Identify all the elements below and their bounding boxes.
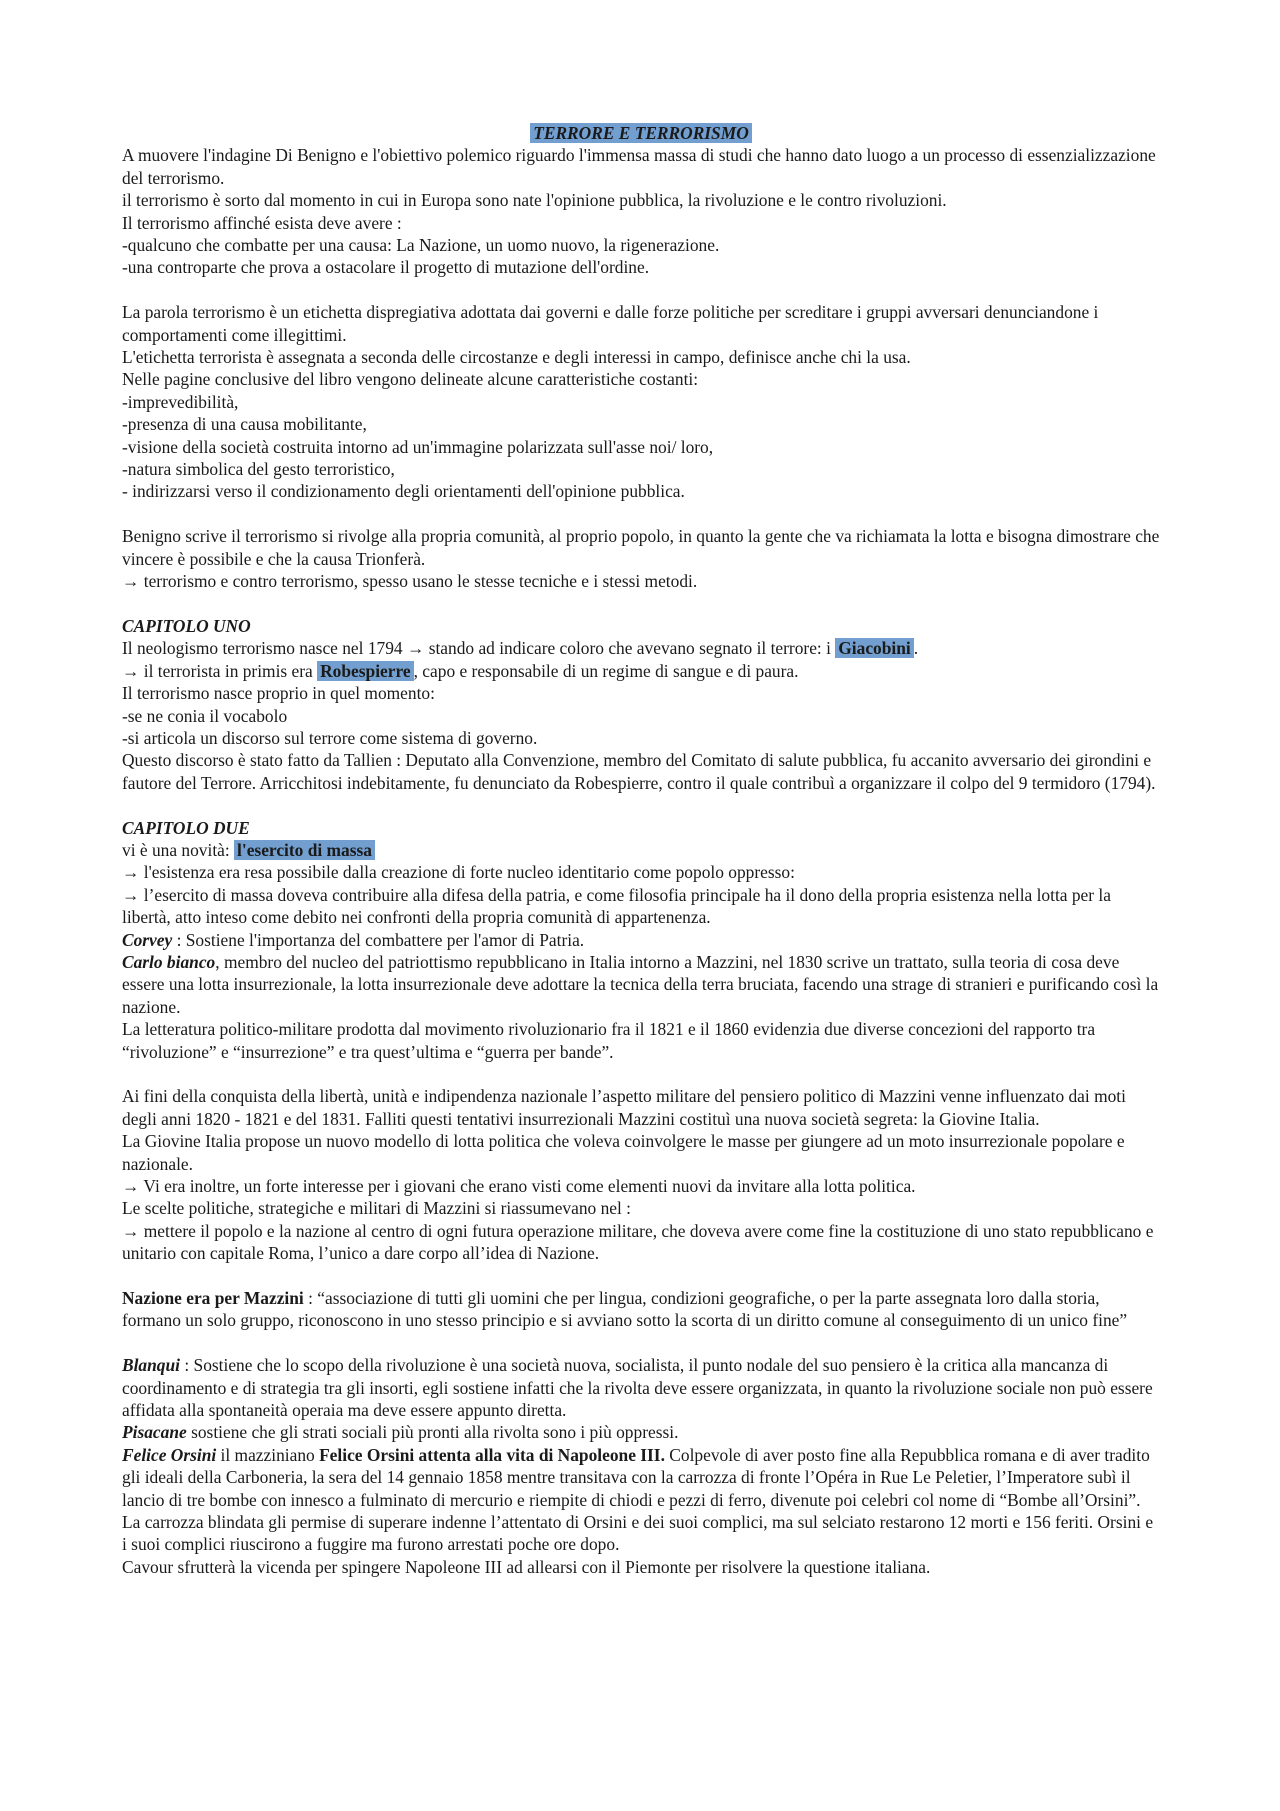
mazzini-line-4: Le scelte politiche, strategiche e militari di Mazzini si riassumevano nel : — [122, 1198, 631, 1219]
chapter-2-line-a1: → l'esistenza era resa possibile dalla creazione di forte nucleo identitario come popolo oppresso: — [122, 862, 795, 883]
definition-line-1: La parola terrorismo è un etichetta dispregiativa adottata dai governi e dalle forze politiche per screditare i gruppi avversari denunciandone i comportamenti come illegittimi. — [122, 302, 1099, 345]
text-run: , capo e responsabile di un regime di sangue e di paura. — [413, 660, 799, 681]
definition-line-6: -visione della società costruita intorno ad un'immagine polarizzata sull'asse noi/ loro, — [122, 436, 714, 457]
title-highlight: TERRORE E TERRORISMO — [530, 123, 752, 143]
definition-line-7: -natura simbolica del gesto terroristico, — [122, 459, 395, 480]
cavour-line: Cavour sfrutterà la vicenda per spingere Napoleone III ad allearsi con il Piemonte per risolvere la questione italiana. — [122, 1556, 931, 1577]
text-run: , membro del nucleo del patriottismo repubblicano in Italia intorno a Mazzini, nel 1830 scrive un trattato, sulla teoria di cosa deve essere una lotta insurrezionale, la lotta insurrezionale deve adottare la tecnica della terra bruciata, facendo una strage di stranieri e purificando così la nazione. — [122, 951, 1159, 1017]
benigno-paragraph: Benigno scrive il terrorismo si rivolge alla propria comunità, al proprio popolo, in quanto la gente che va richiamata la lotta e bisogna dimostrare che vincere è possibile e che la causa Trionferà. — [122, 526, 1160, 569]
chapter-2-heading: CAPITOLO DUE — [122, 817, 250, 838]
chapter-1-tallien: Questo discorso è stato fatto da Tallien : Deputato alla Convenzione, membro del Comitato di salute pubblica, fu accanito avversario dei girondini e fautore del Terrore. Arricchitosi indebitamente, fu denunciato da Robespierre, contro il quale contribuì a organizzare il colpo del 9 termidoro (1794). — [122, 750, 1156, 793]
text-run: . — [913, 638, 919, 659]
orsini-paragraph — [122, 1444, 1160, 1556]
text-run: il mazziniano — [216, 1444, 320, 1465]
blanqui-paragraph — [122, 1354, 1160, 1421]
pisacane-paragraph — [122, 1421, 1160, 1443]
text-run: Colpevole di aver posto fine alla Repubblica romana e di aver tradito gli ideali della Carboneria, la sera del 14 gennaio 1858 mentre transitava con la carrozza di fronte l’Opéra in Rue Le Peletier, l’Imperatore subì il lancio di tre bombe con innesco a fulminato di mercurio e riempite di chiodi e pezzi di ferro, divenute poi celebri col nome di “Bombe all’Orsini”. La carrozza blindata gli permise di superare indenne l’attentato di Orsini e dei suoi complici, ma sul selciato restarono 12 morti e 156 feriti. Orsini e i suoi complici riuscirono a fuggire ma furono arrestati poche ore dopo. — [122, 1444, 1154, 1555]
chapter-2-line-a2: → l’esercito di massa doveva contribuire alla difesa della patria, e come filosofia principale ha il dono della propria esistenza nella lotta per la libertà, atto inteso come debito nei confronti della propria comunità di appartenenza. — [122, 884, 1111, 928]
chapter-2-letteratura: La letteratura politico-militare prodotta dal movimento rivoluzionario fra il 1821 e il 1860 evidenzia due diverse concezioni del rapporto tra “rivoluzione” e “insurrezione” e tra quest’ultima e “guerra per bande”. — [122, 1019, 1096, 1062]
chapter-1-line-3: Il terrorismo nasce proprio in quel momento: — [122, 683, 435, 704]
definition-line-3: Nelle pagine conclusive del libro vengono delineate alcune caratteristiche costanti: — [122, 369, 699, 390]
chapter-1-heading: CAPITOLO UNO — [122, 615, 251, 636]
orsini-bold-sentence: Felice Orsini attenta alla vita di Napoleone III. — [319, 1444, 665, 1465]
chapter-1-line-5: -si articola un discorso sul terrore come sistema di governo. — [122, 727, 538, 748]
text-run: : Sostiene che lo scopo della rivoluzione è una società nuova, socialista, il punto nodale del suo pensiero è la critica alla mancanza di coordinamento e di strategia tra gli insorti, egli sostiene infatti che la rivolta deve essere organizzata, in quanto la rivoluzione sociale non può essere affidata alla spontaneità operaia ma deve essere appunto diretta. — [122, 1355, 1153, 1421]
chapter-1-line-2 — [122, 660, 1160, 682]
definition-line-4: -imprevedibilità, — [122, 391, 239, 412]
text-run: Il neologismo terrorismo nasce nel 1794 → stando ad indicare coloro che avevano segnato il terrore: i — [122, 638, 836, 659]
intro-line-1: A muovere l'indagine Di Benigno e l'obiettivo polemico riguardo l'immensa massa di studi che hanno dato luogo a un processo di essenzializzazione del terrorismo. — [122, 145, 1156, 188]
spacer — [122, 503, 1160, 525]
benigno-arrow-line: → terrorismo e contro terrorismo, spesso usano le stesse tecniche e i stessi metodi. — [122, 571, 698, 592]
spacer — [122, 593, 1160, 615]
mazzini-line-1: Ai fini della conquista della libertà, unità e indipendenza nazionale l’aspetto militare del pensiero politico di Mazzini venne influenzato dai moti degli anni 1820 - 1821 e del 1831. Falliti questi tentativi insurrezionali Mazzini costituì una nuova società segreta: la Giovine Italia. — [122, 1086, 1126, 1129]
chapter-2-corvey — [122, 929, 1160, 951]
chapter-2-novita — [122, 839, 1160, 861]
chapter-2-carlo-bianco — [122, 951, 1160, 1018]
nazione-quote — [122, 1287, 1160, 1332]
nazione-label: Nazione era per Mazzini — [122, 1288, 304, 1309]
highlight-giacobini: Giacobini — [835, 638, 913, 658]
mazzini-line-3: → Vi era inoltre, un forte interesse per i giovani che erano visti come elementi nuovi da invitare alla lotta politica. — [122, 1176, 916, 1197]
highlight-robespierre: Robespierre — [317, 661, 413, 681]
intro-line-4: -qualcuno che combatte per una causa: La Nazione, un uomo nuovo, la rigenerazione. — [122, 235, 720, 256]
spacer — [122, 1332, 1160, 1354]
definition-line-8: - indirizzarsi verso il condizionamento degli orientamenti dell'opinione pubblica. — [122, 481, 685, 502]
mazzini-line-5: → mettere il popolo e la nazione al centro di ogni futura operazione militare, che doveva avere come fine la costituzione di uno stato repubblicano e unitario con capitale Roma, l’unico a dare corpo all’idea di Nazione. — [122, 1220, 1154, 1264]
name-blanqui: Blanqui — [122, 1355, 180, 1376]
name-felice-orsini: Felice Orsini — [122, 1444, 217, 1465]
text-run: : “associazione di tutti gli uomini che per lingua, condizioni geografiche, o per la parte assegnata loro dalla storia, formano un solo gruppo, riconoscono in uno stesso principio e si avviano sotto la scorta di un diritto comune al conseguimento di un unico fine” — [122, 1288, 1128, 1331]
name-carlo-bianco: Carlo bianco — [122, 951, 216, 972]
chapter-1-line-1 — [122, 637, 1160, 659]
spacer — [122, 1063, 1160, 1085]
text-run: → il terrorista in primis era — [122, 660, 318, 681]
highlight-esercito-di-massa: l'esercito di massa — [234, 840, 375, 860]
spacer — [122, 794, 1160, 816]
mazzini-line-2: La Giovine Italia propose un nuovo modello di lotta politica che voleva coinvolgere le masse per giungere ad un moto insurrezionale popolare e nazionale. — [122, 1131, 1125, 1174]
definition-line-5: -presenza di una causa mobilitante, — [122, 414, 367, 435]
spacer — [122, 279, 1160, 301]
definition-line-2: L'etichetta terrorista è assegnata a seconda delle circostanze e degli interessi in campo, definisce anche chi la usa. — [122, 347, 911, 368]
text-run: sostiene che gli strati sociali più pronti alla rivolta sono i più oppressi. — [186, 1422, 679, 1443]
intro-line-3: Il terrorismo affinché esista deve avere : — [122, 212, 402, 233]
text-run: : Sostiene l'importanza del combattere per l'amor di Patria. — [172, 929, 585, 950]
document-title — [122, 122, 1160, 144]
chapter-1-line-4: -se ne conia il vocabolo — [122, 705, 288, 726]
intro-line-2: il terrorismo è sorto dal momento in cui in Europa sono nate l'opinione pubblica, la rivoluzione e le contro rivoluzioni. — [122, 190, 947, 211]
text-run: vi è una novità: — [122, 839, 235, 860]
name-corvey: Corvey — [122, 929, 173, 950]
name-pisacane: Pisacane — [122, 1422, 187, 1443]
intro-line-5: -una controparte che prova a ostacolare il progetto di mutazione dell'ordine. — [122, 257, 650, 278]
spacer — [122, 1265, 1160, 1287]
